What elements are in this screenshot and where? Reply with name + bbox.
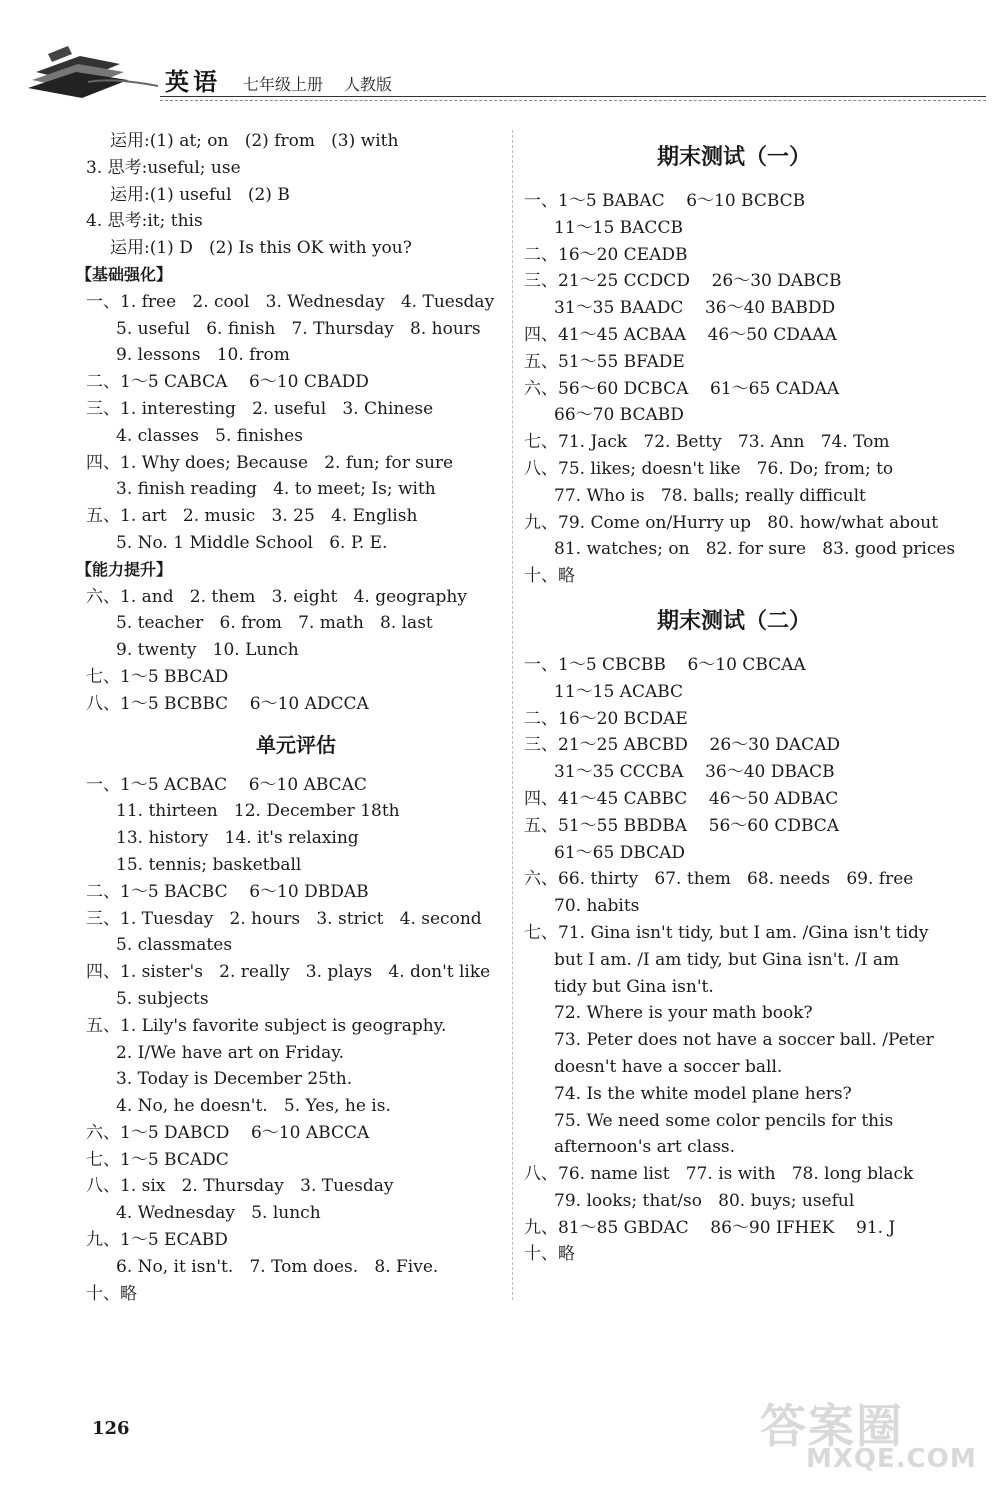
- answer-line: 5. No. 1 Middle School 6. P. E.: [116, 532, 388, 553]
- answer-line: tidy but Gina isn't.: [554, 976, 714, 997]
- answer-line: 3. finish reading 4. to meet; Is; with: [116, 479, 436, 500]
- answer-line: 5. classmates: [116, 935, 233, 956]
- section-label-ability: 【能力提升】: [76, 559, 173, 579]
- header-rule-dashed: [160, 100, 986, 101]
- answer-line: 二、16～20 CEADB: [524, 244, 688, 265]
- answer-line: 九、1～5 ECABD: [86, 1230, 228, 1251]
- answer-line: 三、1. Tuesday 2. hours 3. strict 4. second: [86, 908, 482, 929]
- answer-line: 81. watches; on 82. for sure 83. good prices: [554, 539, 956, 560]
- answer-line: 四、1. sister's 2. really 3. plays 4. don't like: [86, 962, 491, 983]
- answer-line: 四、41～45 ACBAA 46～50 CDAAA: [524, 324, 837, 345]
- answer-line: 三、21～25 CCDCD 26～30 DABCB: [524, 271, 842, 292]
- answer-line: 十、略: [86, 1283, 137, 1304]
- answer-line: 77. Who is 78. balls; really difficult: [554, 485, 866, 506]
- answer-line: 11. thirteen 12. December 18th: [116, 801, 400, 822]
- answer-line: 5. useful 6. finish 7. Thursday 8. hours: [116, 318, 481, 339]
- answer-line: 二、1～5 CABCA 6～10 CBADD: [86, 372, 369, 393]
- header-rule: [160, 96, 986, 97]
- answer-line: doesn't have a soccer ball.: [554, 1056, 783, 1077]
- answer-line: 三、21～25 ABCBD 26～30 DACAD: [524, 735, 840, 756]
- answer-line: 六、56～60 DCBCA 61～65 CADAA: [524, 378, 840, 399]
- answer-line: 五、51～55 BBDBA 56～60 CDBCA: [524, 815, 840, 836]
- answer-line: 9. twenty 10. Lunch: [116, 640, 299, 661]
- right-column: [524, 128, 956, 1268]
- answer-line: 15. tennis; basketball: [116, 854, 302, 875]
- answer-line: 三、1. interesting 2. useful 3. Chinese: [86, 398, 434, 419]
- answer-line: 四、41～45 CABBC 46～50 ADBAC: [524, 788, 839, 809]
- left-column: [76, 128, 506, 1307]
- answer-line: 3. Today is December 25th.: [116, 1069, 353, 1090]
- answer-line: afternoon's art class.: [554, 1137, 736, 1158]
- answer-line: but I am. /I am tidy, but Gina isn't. /I am: [554, 949, 900, 970]
- grade-label: 七年级上册: [243, 75, 324, 94]
- answer-line: 31～35 CCCBA 36～40 DBACB: [554, 762, 835, 783]
- answer-line: 66～70 BCABD: [554, 405, 684, 426]
- answer-line: 72. Where is your math book?: [554, 1003, 813, 1024]
- heading-final-test-1: 期末测试（一）: [656, 145, 811, 170]
- answer-line: 二、16～20 BCDAE: [524, 708, 688, 729]
- page-number: 126: [92, 1418, 130, 1439]
- answer-line: 70. habits: [554, 896, 640, 917]
- answer-line: 79. looks; that/so 80. buys; useful: [554, 1190, 855, 1211]
- answer-line: 13. history 14. it's relaxing: [116, 828, 359, 849]
- answer-line: 四、1. Why does; Because 2. fun; for sure: [86, 452, 454, 473]
- answer-line: 73. Peter does not have a soccer ball. /Peter: [554, 1030, 934, 1051]
- answer-line: 75. We need some color pencils for this: [554, 1110, 894, 1131]
- answer-line: 一、1. free 2. cool 3. Wednesday 4. Tuesday: [86, 291, 495, 312]
- answer-line: 运用:(1) useful (2) B: [110, 184, 290, 205]
- answer-line: 七、71. Jack 72. Betty 73. Ann 74. Tom: [524, 432, 890, 453]
- answer-line: 31～35 BAADC 36～40 BABDD: [554, 298, 836, 319]
- answer-line: 9. lessons 10. from: [116, 345, 290, 366]
- answer-line: 七、71. Gina isn't tidy, but I am. /Gina isn't tidy: [524, 922, 929, 943]
- answer-line: 五、1. Lily's favorite subject is geography.: [86, 1015, 447, 1036]
- answer-line: 11～15 ACABC: [554, 681, 684, 702]
- answer-line: 运用:(1) D (2) Is this OK with you?: [110, 238, 412, 259]
- answer-line: 八、76. name list 77. is with 78. long black: [524, 1164, 914, 1185]
- answer-line: 74. Is the white model plane hers?: [554, 1083, 852, 1104]
- answer-line: 六、66. thirty 67. them 68. needs 69. free: [524, 869, 914, 890]
- answer-line: 九、81～85 GBDAC 86～90 IFHEK 91. J: [524, 1217, 896, 1238]
- book-stack-logo-icon: [28, 42, 158, 102]
- answer-line: 一、1～5 CBCBB 6～10 CBCAA: [524, 654, 806, 675]
- watermark-main: 答案圈: [760, 1399, 904, 1453]
- heading-unit-assessment: 单元评估: [256, 732, 336, 757]
- answer-line: 3. 思考:useful; use: [86, 157, 241, 178]
- answer-line: 一、1～5 ACBAC 6～10 ABCAC: [86, 774, 367, 795]
- answer-line: 6. No, it isn't. 7. Tom does. 8. Five.: [116, 1256, 439, 1277]
- answer-line: 5. subjects: [116, 988, 209, 1009]
- answer-line: 八、1～5 BCBBC 6～10 ADCCA: [86, 693, 369, 714]
- answer-line: 五、1. art 2. music 3. 25 4. English: [86, 506, 418, 527]
- answer-line: 九、79. Come on/Hurry up 80. how/what about: [524, 512, 939, 533]
- answer-line: 二、1～5 BACBC 6～10 DBDAB: [86, 881, 369, 902]
- answer-line: 4. classes 5. finishes: [116, 425, 303, 446]
- answer-line: 六、1. and 2. them 3. eight 4. geography: [86, 586, 467, 607]
- answer-line: 4. No, he doesn't. 5. Yes, he is.: [116, 1096, 391, 1117]
- watermark-url: MXQE.COM: [806, 1444, 977, 1474]
- answer-line: 七、1～5 BCADC: [86, 1149, 229, 1170]
- edition-label: 人教版: [344, 75, 393, 94]
- answer-line: 2. I/We have art on Friday.: [116, 1042, 344, 1063]
- answer-line: 十、略: [524, 566, 575, 587]
- answer-line: 4. Wednesday 5. lunch: [116, 1203, 321, 1224]
- answer-line: 61～65 DBCAD: [554, 842, 686, 863]
- heading-final-test-2: 期末测试（二）: [656, 608, 811, 634]
- answer-line: 一、1～5 BABAC 6～10 BCBCB: [524, 191, 806, 211]
- answer-line: 11～15 BACCB: [554, 217, 683, 238]
- answer-line: 八、1. six 2. Thursday 3. Tuesday: [86, 1176, 394, 1197]
- watermark: [760, 1390, 990, 1480]
- answer-line: 十、略: [524, 1244, 575, 1265]
- answer-line: 八、75. likes; doesn't like 76. Do; from; to: [524, 458, 894, 479]
- section-label-basic: 【基础强化】: [76, 264, 173, 284]
- answer-line: 运用:(1) at; on (2) from (3) with: [110, 131, 399, 151]
- answer-line: 4. 思考:it; this: [86, 211, 203, 232]
- page-header: [0, 0, 1000, 110]
- answer-line: 六、1～5 DABCD 6～10 ABCCA: [86, 1122, 370, 1143]
- answer-line: 5. teacher 6. from 7. math 8. last: [116, 613, 433, 634]
- column-divider: [512, 130, 513, 1300]
- answer-line: 五、51～55 BFADE: [524, 351, 685, 372]
- subject-title: 英语: [165, 67, 221, 96]
- answer-line: 七、1～5 BBCAD: [86, 666, 229, 687]
